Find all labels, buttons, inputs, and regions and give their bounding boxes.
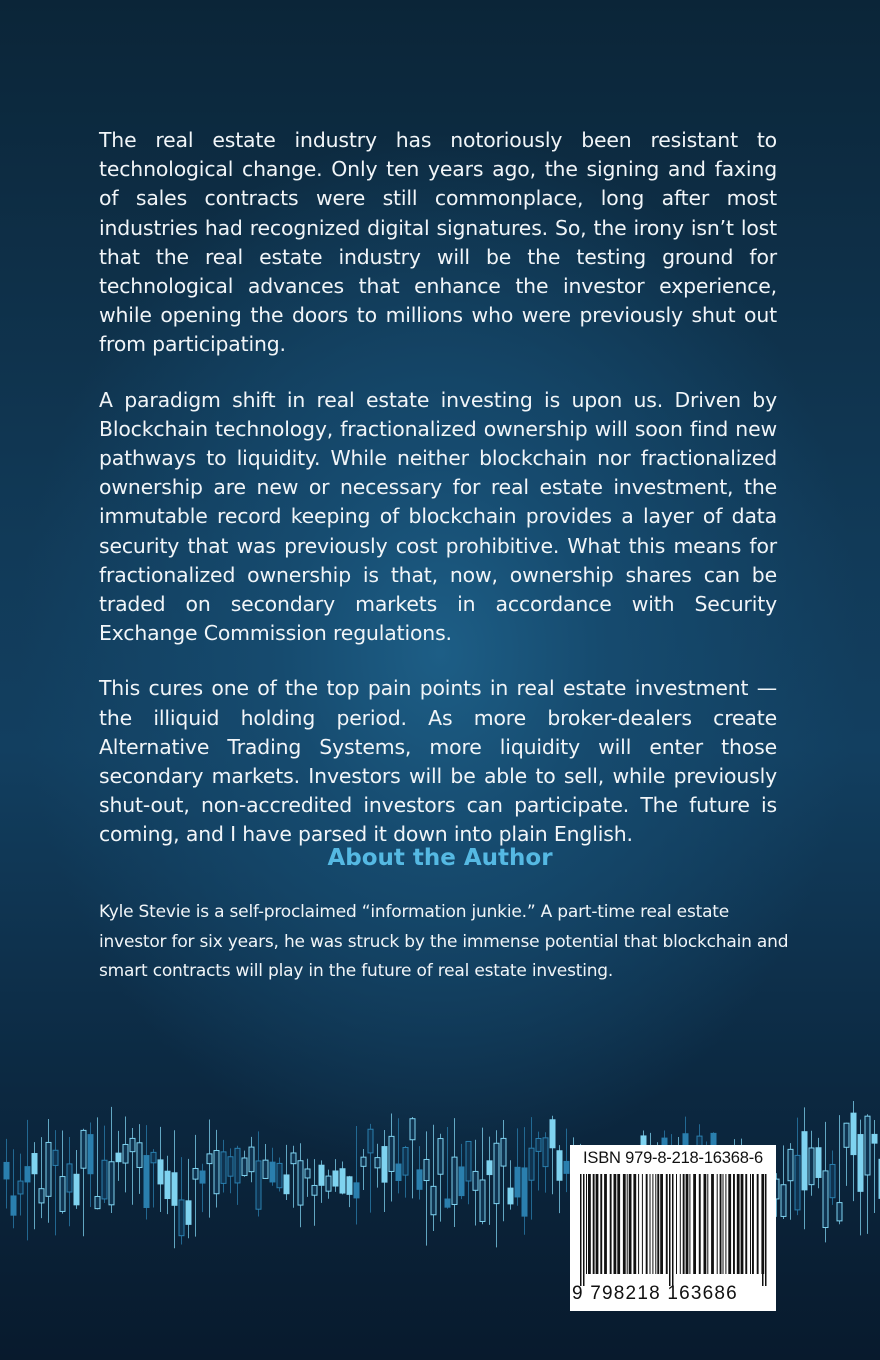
candle-body: [25, 1167, 30, 1182]
barcode-bar: [689, 1174, 690, 1274]
candle-body: [396, 1164, 401, 1180]
barcode-guard-bar: [672, 1174, 674, 1286]
candle-body: [81, 1130, 86, 1168]
barcode-bar: [752, 1174, 754, 1274]
candle-body: [536, 1138, 541, 1151]
barcode-bar: [666, 1174, 668, 1274]
candle-body: [207, 1154, 212, 1164]
candle-body: [564, 1161, 569, 1173]
candle-body: [466, 1141, 471, 1181]
candle-body: [256, 1161, 261, 1209]
candle-body: [515, 1167, 520, 1197]
barcode-bar: [660, 1174, 663, 1274]
barcode-bar: [588, 1174, 591, 1274]
candle-body: [291, 1153, 296, 1164]
barcode-bar: [741, 1174, 744, 1274]
candle-body: [74, 1174, 79, 1205]
candle-body: [522, 1168, 527, 1216]
candle-body: [60, 1177, 65, 1212]
barcode-bar: [600, 1174, 602, 1274]
candle-body: [109, 1162, 114, 1205]
candle-body: [298, 1161, 303, 1205]
candle-body: [837, 1203, 842, 1221]
barcode-bar: [627, 1174, 628, 1274]
candle-body: [494, 1143, 499, 1203]
barcode-bar: [676, 1174, 677, 1274]
barcode-bar: [617, 1174, 620, 1274]
candle-body: [788, 1149, 793, 1180]
candle-body: [459, 1167, 464, 1196]
barcode-bar: [652, 1174, 653, 1274]
barcode-bar: [750, 1174, 751, 1274]
candle-body: [473, 1171, 478, 1190]
candle-body: [851, 1113, 856, 1154]
candle-body: [389, 1136, 394, 1171]
candle-body: [88, 1135, 93, 1174]
barcode-bar: [638, 1174, 639, 1274]
candle-body: [802, 1132, 807, 1190]
candle-body: [508, 1188, 513, 1204]
candle-body: [375, 1158, 380, 1168]
barcode-bar: [737, 1174, 740, 1274]
candle-body: [172, 1173, 177, 1206]
barcode-digits: 9 798218 163686: [572, 1283, 738, 1304]
barcode-bar: [707, 1174, 708, 1274]
candle-body: [235, 1148, 240, 1183]
candle-body: [529, 1148, 534, 1180]
candle-body: [39, 1189, 44, 1203]
isbn-barcode: [570, 1145, 776, 1311]
about-author-text: Kyle Stevie is a self-proclaimed “information junkie.” A part-time real estate investor for six years, he was struck by the immense potential that blockchain and smart contracts will play in the future of real estate investing.: [99, 902, 789, 981]
candle-body: [347, 1177, 352, 1195]
barcode-bar: [704, 1174, 707, 1274]
barcode-bar: [614, 1174, 617, 1274]
barcode-bar: [655, 1174, 656, 1274]
candle-body: [200, 1171, 205, 1183]
candle-body: [67, 1164, 72, 1192]
candle-body: [368, 1129, 373, 1153]
barcode-bar: [610, 1174, 612, 1274]
candle-body: [501, 1138, 506, 1166]
candle-body: [326, 1176, 331, 1191]
candle-body: [137, 1143, 142, 1168]
candle-body: [277, 1163, 282, 1187]
candle-body: [543, 1138, 548, 1167]
barcode-bar: [593, 1174, 595, 1274]
barcode-bar: [725, 1174, 726, 1274]
candle-body: [186, 1201, 191, 1225]
candle-body: [144, 1156, 149, 1208]
barcode-bar: [733, 1174, 735, 1274]
barcode-bar: [745, 1174, 747, 1274]
candle-body: [270, 1162, 275, 1182]
candle-body: [382, 1147, 387, 1183]
barcode-bar: [699, 1174, 701, 1274]
barcode-bar: [728, 1174, 731, 1274]
barcode-bar: [723, 1174, 724, 1274]
candle-body: [165, 1171, 170, 1198]
barcode-guard-bar: [580, 1174, 582, 1286]
candle-body: [4, 1162, 9, 1178]
barcode-bar: [596, 1174, 599, 1274]
barcode-bar: [686, 1174, 689, 1274]
candle-body: [249, 1147, 254, 1172]
candle-body: [431, 1186, 436, 1214]
candle-body: [333, 1171, 338, 1186]
candle-body: [179, 1200, 184, 1236]
candle-body: [151, 1152, 156, 1162]
candle-body: [130, 1138, 135, 1151]
barcode-bar: [720, 1174, 722, 1274]
blurb-paragraph-1: The real estate industry has notoriously been resistant to technological change. Only ten years ago, the signing and faxing of sales contracts were still commonplace, long after most industries had recognized digital signatures. So, the irony isn’t lost that the real estate industry will be the testing ground for technological advances that enhance the investor experience, while opening the doors to millions who were previously shut out from participating.: [99, 128, 777, 357]
barcode-guard-bar: [669, 1174, 671, 1286]
candle-body: [858, 1135, 863, 1192]
barcode-bar: [642, 1174, 643, 1274]
candle-body: [830, 1164, 835, 1197]
barcode-guard-bar: [765, 1174, 767, 1286]
about-author-title: About the Author: [327, 845, 553, 871]
candle-body: [221, 1152, 226, 1184]
candle-body: [263, 1160, 268, 1178]
candle-body: [816, 1148, 821, 1178]
candle-body: [32, 1154, 37, 1174]
candle-body: [403, 1148, 408, 1176]
barcode-guard-bar: [583, 1174, 585, 1286]
barcode-bar: [623, 1174, 626, 1274]
candle-body: [95, 1197, 100, 1209]
isbn-label: ISBN 979-8-218-16368-6: [583, 1149, 763, 1167]
barcode-bar: [693, 1174, 696, 1274]
candle-body: [305, 1169, 310, 1178]
blurb: [99, 126, 777, 876]
candle-body: [445, 1199, 450, 1207]
candle-body: [795, 1155, 800, 1209]
candle-body: [319, 1165, 324, 1185]
barcode-bar: [683, 1174, 685, 1274]
candle-body: [865, 1116, 870, 1175]
candle-body: [46, 1142, 51, 1196]
barcode-bar: [650, 1174, 651, 1274]
candle-body: [123, 1144, 128, 1163]
candle-body: [354, 1183, 359, 1198]
candle-body: [102, 1160, 107, 1199]
candle-body: [438, 1139, 443, 1175]
barcode-bar: [604, 1174, 607, 1274]
candle-body: [11, 1196, 16, 1215]
candle-body: [284, 1175, 289, 1194]
candle-body: [18, 1181, 23, 1194]
barcode-guard-bar: [762, 1174, 764, 1286]
candle-body: [424, 1159, 429, 1180]
candle-body: [480, 1180, 485, 1222]
candle-body: [193, 1168, 198, 1179]
candle-body: [417, 1170, 422, 1189]
candle-body: [340, 1169, 345, 1193]
candle-body: [116, 1153, 121, 1162]
candle-body: [781, 1185, 786, 1217]
candle-body: [214, 1151, 219, 1194]
barcode-bar: [717, 1174, 718, 1274]
barcode-bar: [646, 1174, 648, 1274]
barcode-bar: [680, 1174, 681, 1274]
candle-body: [410, 1119, 415, 1140]
barcode-bar: [711, 1174, 714, 1274]
candle-body: [312, 1185, 317, 1195]
barcode-bar: [629, 1174, 632, 1274]
candle-body: [242, 1158, 247, 1176]
candle-body: [228, 1157, 233, 1176]
candle-body: [487, 1161, 492, 1175]
candle-body: [823, 1171, 828, 1228]
barcode-bar: [757, 1174, 759, 1274]
candle-body: [158, 1160, 163, 1184]
barcode-bars: [578, 1174, 768, 1286]
candle-body: [452, 1157, 457, 1204]
blurb-paragraph-2: A paradigm shift in real estate investing is upon us. Driven by Blockchain technology, fractionalized ownership will soon find new pathways to liquidity. While neither blockchain nor fractionalized ownership are new or necessary for real estate investment, the immutable record keeping of blockchain provides a layer of data security that was previously cost prohibitive. What this means for fractionalized ownership is that, now, ownership shares can be traded on secondary markets in accordance with Security Exchange Commission regulations.: [99, 387, 777, 646]
candle-body: [550, 1120, 555, 1148]
candle-body: [872, 1134, 877, 1143]
barcode-bar: [657, 1174, 659, 1274]
barcode-bar: [586, 1174, 587, 1274]
candle-body: [361, 1157, 366, 1166]
candle-body: [809, 1148, 814, 1185]
candle-body: [844, 1123, 849, 1147]
barcode-bar: [633, 1174, 636, 1274]
candle-body: [53, 1150, 58, 1165]
blurb-paragraph-3: This cures one of the top pain points in real estate investment — the illiquid holding period. As more broker-dealers create Alternative Trading Systems, more liquidity will enter those secondary markets. Investors will be able to sell, while previously shut-out, non-accredited investors can participate. The future is coming, and I have parsed it down into plain English.: [99, 676, 777, 847]
candle-body: [557, 1151, 562, 1181]
